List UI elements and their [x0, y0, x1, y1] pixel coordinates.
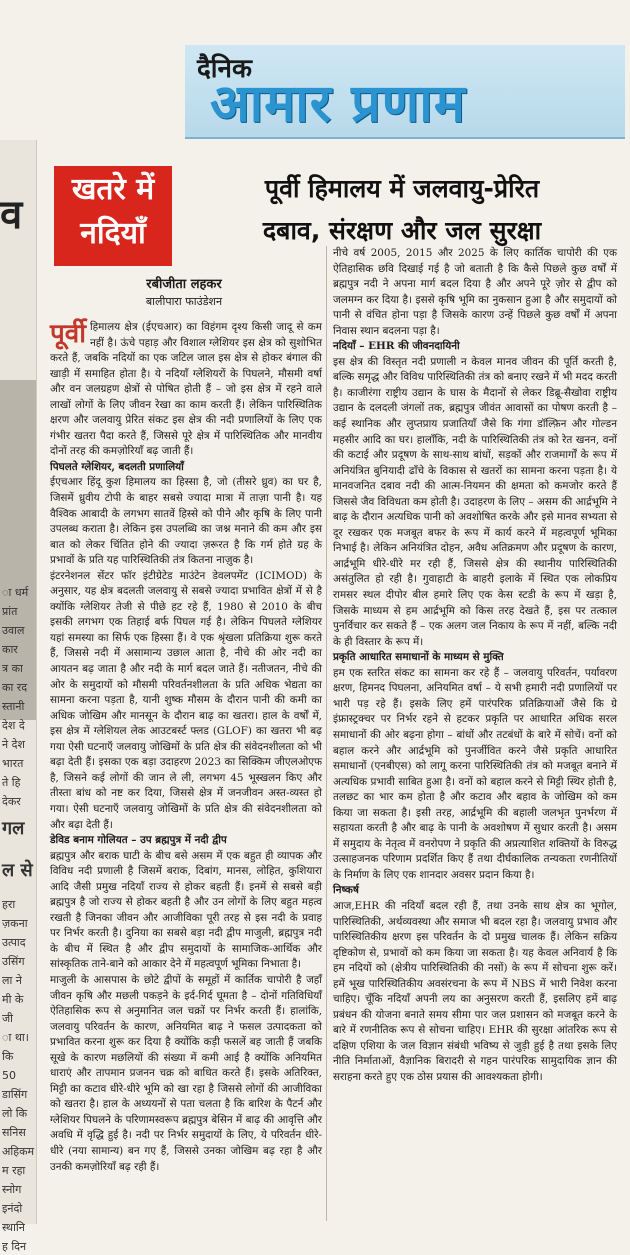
paragraph: नीचे वर्ष 2005, 2015 और 2025 के लिए कार्तिक चापोरी की एक ऐतिहासिक छवि दिखाई गई है जो बताती है कि कैसे पिछले कुछ वर्षों में ब्रह्मपुत्र नदी ने अपना मार्ग बदल दिया है और अपने पूरे ज़ोर से द्वीप को जलमग्न कर दिया है। इससे कृषि भूमि का नुकसान हुआ है और समुदायों को पानी से वंचित होना पड़ा है जिसके कारण उन्हें पिछले कुछ वर्षों में अपना निवास स्थान बदलना पड़ा है।: [333, 247, 617, 337]
strip-fragment: डासिंग: [2, 1088, 28, 1101]
masthead-title: आमार प्रणाम: [210, 74, 466, 134]
strip-fragment: कार: [2, 643, 18, 656]
strip-fragment: हरा: [2, 898, 16, 911]
article-column-1: [50, 320, 322, 1220]
strip-fragment: कि: [2, 1050, 14, 1063]
paragraph: आज,EHR की नदियाँ बदल रही हैं, तथा उनके साथ क्षेत्र का भूगोल, पारिस्थितिकी, अर्थव्यवस्था और समाज भी बदल रहा है। जलवायु प्रभाव और पारिस्थितिकीय क्षरण इस परिवर्तन के दो प्रमुख चालक हैं। लेकिन सक्रिय दृष्टिकोण से, प्रभावों को कम किया जा सकता है। यह केवल अनिवार्य है कि हम नदियों को (क्षेत्रीय पारिस्थितिकी की नसों) के रूप में सोचना शुरू करें। हमें भूख पारिस्थितिकीय अवसंरचना के रूप में NBS में भारी निवेश करना चाहिए। चूँकि नदियाँ अपनी लय का अनुसरण करती हैं, इसलिए हमें बाढ़ प्रबंधन की योजना बनाते समय सीमा पार जल प्रशासन को मजबूत करने के बारे में रणनीतिक रूप से सोचना चाहिए। EHR की सुरक्षा आंतरिक रूप से दक्षिण एशिया के जल विज्ञान संबंधी भविष्य से जुड़ी हुई है तथा इसके लिए नीति निर्माताओं, वैज्ञानिक बिरादरी से गहन पारंपरिक सामुदायिक ज्ञान की सराहना करते हुए एक ठोस प्रयास की आवश्यकता होगी।: [333, 899, 617, 1083]
article-headline: [192, 168, 612, 252]
intro-text: हिमालय क्षेत्र (ईएचआर) का विहंगम दृश्य किसी जादू से कम नहीं है। ऊंचे पहाड़ और विशाल ग्लेशियर इस क्षेत्र को सुशोभित करते हैं, जबकि नदियों का एक जटिल जाल इस क्षेत्र से होकर बंगाल की खाड़ी में समाहित होता है। ये नदियाँ ग्लेशियरों के पिघलने, मौसमी वर्षा और वन जलग्रहण क्षेत्रों से पोषित होती हैं – जो इस क्षेत्र में रहने वाले लाखों लोगों के लिए जीवन रेखा का काम करती हैं। लेकिन पारिस्थितिक क्षरण और जलवायु प्रेरित संकट इस क्षेत्र की नदी प्रणालियों के लिए एक गंभीर खतरा पैदा करते हैं, जिससे पूरे क्षेत्र में पारिस्थितिक और मानवीय दोनों तरह की कमज़ोरियाँ बढ़ जाती हैं।: [50, 321, 322, 458]
strip-fragment: गल: [2, 818, 25, 839]
strip-fragment: इनंदो: [2, 1202, 23, 1215]
subheading-david-goliath: डेविड बनाम गोलियत – उप ब्रह्मपुत्र में नदी द्वीप: [50, 834, 227, 847]
strip-fragment: ने देश: [2, 738, 25, 751]
section-label-line1: खतरे में: [71, 172, 155, 207]
strip-fragment: ह दिन: [2, 1240, 27, 1253]
masthead-small: दैनिक: [197, 54, 252, 84]
strip-fragment: उत्पाद: [2, 936, 26, 949]
column-divider: [326, 246, 327, 1221]
strip-fragment: ा धर्म: [2, 586, 29, 599]
section-label: [54, 166, 172, 266]
paragraph: माजुली के आसपास के छोटे द्वीपों के समूहों में कार्तिक चापोरी है जहाँ जीवन कृषि और मछली पकड़ने के इर्द-गिर्द घूमता है – दोनों गतिविधियाँ ऐतिहासिक रूप से अनुमानित जल चक्रों पर निर्भर करती हैं। हालांकि, जलवायु परिवर्तन के कारण, अनियमित बाढ़ ने फसल उत्पादकता को प्रभावित करना शुरू कर दिया है क्योंकि कड़ी फसलें बह जाती हैं जबकि सूखे के कारण मछलियों की संख्या में कमी आई है क्योंकि अनियमित धाराएं और तापमान प्रजनन चक्र को बाधित करते हैं। इसके अतिरिक्त, मिट्टी का कटाव धीरे-धीरे भूमि को खा रहा है जिससे लोगों की आजीविका को खतरा है। हाल के अध्ययनों से पता चलता है कि बारिश के पैटर्न और ग्लेशियर पिघलने के परिणामस्वरूप ब्रह्मपुत्र बेसिन में बाढ़ की आवृत्ति और अवधि में वृद्धि हुई है। नदी पर निर्भर समुदायों के लिए, ये परिवर्तन धीरे-धीरे (नया सामान्य) बन गए हैं, जिससे उनका जोखिम बढ़ रहा है और उनकी कमज़ोरियाँ बढ़ रही हैं।: [50, 973, 322, 1173]
strip-fragment: उसिंग: [2, 955, 25, 968]
strip-fragment: अहिकम: [2, 1145, 35, 1158]
strip-fragment: सनिस: [2, 1126, 26, 1139]
article-column-2: [333, 246, 617, 1221]
dropcap: पूर्वी: [50, 319, 86, 349]
strip-fragment: देकर: [2, 795, 21, 808]
paragraph: ब्रह्मपुत्र और बराक घाटी के बीच बसे असम में एक बहुत ही व्यापक और विविध नदी प्रणाली है जिसमें बराक, दिबांग, मानस, लोहित, कुशियारा आदि जैसी प्रमुख नदियाँ राज्य से होकर बहती हैं। इनमें से सबसे बड़ी ब्रह्मपुत्र है जो राज्य से होकर बहती है और उन लोगों के लिए बहुत महत्व रखती है जिनका जीवन और आजीविका पूरी तरह से इस नदी के प्रवाह पर निर्भर करती है। दुनिया का सबसे बड़ा नदी द्वीप माजुली, ब्रह्मपुत्र नदी के बीच में स्थित है और द्वीप समुदायों के सामाजिक-आर्थिक और सांस्कृतिक ताने-बाने को आकार देने में महत्वपूर्ण भूमिका निभाता है।: [50, 849, 322, 971]
strip-fragment: 50: [2, 1069, 16, 1082]
strip-fragment: ल से: [2, 860, 33, 881]
strip-fragment: देश दे: [2, 719, 25, 732]
subheading-glaciers: पिघलते ग्लेशियर, बदलती प्रणालियाँ: [50, 460, 184, 473]
paragraph: इस क्षेत्र की विस्तृत नदी प्रणाली न केवल मानव जीवन की पूर्ति करती है, बल्कि समृद्ध और विविध पारिस्थितिकी तंत्र को बनाए रखने में भी मदद करती है। काजीरंगा राष्ट्रीय उद्यान के घास के मैदानों से लेकर डिब्रू-सैखोवा राष्ट्रीय उद्यान के दलदली जंगलों तक, ब्रह्मपुत्र जीवंत आवासों का पोषण करती है – कई स्थानिक और लुप्तप्राय प्रजातियाँ जैसे कि गंगा डॉल्फ़िन और गोल्डन महसीर आदि का घर। हालाँकि, नदी के पारिस्थितिकी तंत्र को रेत खनन, वनों की कटाई और प्रदूषण के साथ-साथ बांधों, सड़कों और राजमार्गों के रूप में अनियंत्रित बुनियादी ढाँचे के विकास से खतरों का सामना करना पड़ता है। ये मानवजनित दबाव नदी की आत्म-नियमन की क्षमता को कमजोर करते हैं जिससे जैव विविधता कम होती है। उदाहरण के लिए – असम की आर्द्रभूमि ने बाढ़ के दौरान अत्यधिक पानी को अवशोषित करके और इसे मानव सभ्यता से दूर रखकर एक मजबूत बफर के रूप में कार्य करने में महत्वपूर्ण भूमिका निभाई है। लेकिन अनियंत्रित दोहन, अवैध अतिक्रमण और प्रदूषण के कारण, आर्द्रभूमि धीरे-धीरे मर रही हैं, जिससे क्षेत्र की स्थानीय पारिस्थितिकी असंतुलित हो रही है। गुवाहाटी के बाहरी इलाके में स्थित एक लोकप्रिय रामसर स्थल दीपोर बील हमारे लिए एक केस स्टडी के रूप में खड़ा है, जिसके माध्यम से हम आर्द्रभूमि को किस तरह देखते हैं, इस पर तत्काल पुनर्विचार कर सकते हैं – एक अलग जल निकाय के रूप में नहीं, बल्कि नदी के ही विस्तार के रूप में।: [333, 355, 617, 648]
byline: [48, 276, 320, 310]
strip-fragment: स्तानी: [2, 700, 25, 713]
strip-fragment: लो कि: [2, 1107, 28, 1120]
strip-fragment: स्थानि: [2, 1221, 25, 1234]
masthead: [185, 45, 625, 139]
strip-fragment: त्र का: [2, 662, 23, 675]
section-label-line2: नदियाँ: [80, 216, 146, 251]
strip-fragment: भारत: [2, 757, 24, 770]
strip-fragment: उवाल: [2, 624, 25, 637]
author-name: रबीजीता लहकर: [146, 277, 222, 292]
strip-fragment: ला ने: [2, 974, 22, 987]
strip-fragment: प्रांत: [2, 605, 18, 618]
paragraph: ईएचआर हिंदू कुश हिमालय का हिस्सा है, जो (तीसरे ध्रुव) का घर है, जिसमें ध्रुवीय टोपी के बाहर सबसे ज्यादा मात्रा में ताज़ा पानी है। यह वैश्विक आबादी के लगभग सातवें हिस्से को पीने और कृषि के लिए पानी उपलब्ध कराता है। लेकिन इस उपलब्धि का जश्न मनाने की कम और इस बात को लेकर चिंतित होने की ज्यादा ज़रूरत है कि गर्म होते ग्रह के प्रभावों के प्रति यह पारिस्थितिकी तंत्र कितना नाज़ुक है।: [50, 476, 322, 567]
strip-fragment: मी के: [2, 993, 24, 1006]
headline-line1: पूर्वी हिमालय में जलवायु-प्रेरित: [264, 174, 540, 203]
strip-fragment: ज़कना: [2, 917, 28, 930]
paragraph: हम एक स्तरित संकट का सामना कर रहे हैं – जलवायु परिवर्तन, पर्यावरण क्षरण, हिमनद पिघलना, अनियमित वर्षा – ये सभी हमारी नदी प्रणालियों पर भारी पड़ रहे हैं। इसके लिए हमें पारंपरिक प्रतिक्रियाओं जैसे कि ग्रे इंफ्रास्ट्रक्चर पर निर्भर रहने से हटकर प्रकृति पर आधारित अधिक सरल समाधानों की ओर बढ़ना होगा – बांधों और तटबंधों के बारे में सोचें। वनों को बहाल करने और आर्द्रभूमि को पुनर्जीवित करने जैसे प्रकृति आधारित समाधानों (एनबीएस) को लागू करना पारिस्थितिकी तंत्र को मजबूत बनाने में अत्यधिक प्रभावी साबित हुआ है। वनों को बहाल करने से मिट्टी स्थिर होती है, तलछट का भार कम होता है और कटाव और बहाव के जोखिम को कम किया जा सकता है। इसी तरह, आर्द्रभूमि की बहाली जलभृत पुनर्भरण में सहायता करती है और बाढ़ के पानी के अवशोषण में सुधार करती है। असम में समुदाय के नेतृत्व में वनरोपण ने प्रकृति की अप्रत्याशित शक्तियों के विरुद्ध उत्साहजनक परिणाम प्रदर्शित किए हैं तथा दीर्घकालिक तन्यकता रणनीतियों के निर्माण के लिए एक शानदार अवसर प्रदान किया है।: [333, 666, 617, 881]
paragraph: इंटरनेशनल सेंटर फॉर इंटीग्रेटेड माउंटेन डेवलपमेंट (ICIMOD) के अनुसार, यह क्षेत्र बदलती जलवायु से सबसे ज्यादा प्रभावित क्षेत्रों में से है क्योंकि ग्लेशियर तेजी से पीछे हट रहे हैं, 1980 से 2010 के बीच इसकी लगभग एक तिहाई बर्फ पिघल गई है। लेकिन पिघलते ग्लेशियर यहां समस्या का सिर्फ एक हिस्सा हैं। वे एक श्रृंखला प्रतिक्रिया शुरू करते हैं, जिससे नदी में असामान्य उछाल आता है, नीचे की ओर नदी का आयतन बढ़ जाता है और नदी के मार्ग बदल जाते हैं। नतीजतन, नीचे की ओर के समुदायों को मौसमी परिवर्तनशीलता के प्रति अधिक भेद्यता का सामना करना पड़ता है, यानी शुष्क मौसम के दौरान पानी की कमी का अधिक जोखिम और मानसून के दौरान बाढ़ का खतरा। हाल के वर्षों में, इस क्षेत्र में ग्लेशियल लेक आउटबर्स्ट फ्लड (GLOF) का खतरा भी बढ़ गया ऐसी घटनाएँ जलवायु जोखिमों के प्रति क्षेत्र की संवेदनशीलता को भी बढ़ा देती हैं। इसका एक बड़ा उदाहरण 2023 का सिक्किम जीएलओएफ है, जिसने कई लोगों की जान ले ली, लगभग 45 भूस्खलन किए और तीस्ता बांध को नष्ट कर दिया, जिससे क्षेत्र में जनजीवन अस्त-व्यस्त हो गया। ऐसी घटनाएँ जलवायु जोखिमों के प्रति क्षेत्र की संवेदनशीलता को और बढ़ा देती हैं।: [50, 569, 322, 831]
subheading-nature-based: प्रकृति आधारित समाधानों के माध्यम से मुक्ति: [333, 651, 504, 664]
strip-fragment: ते हि: [2, 776, 21, 789]
strip-fragment: जी: [2, 1012, 14, 1025]
strip-fragment: स्नोग: [2, 1183, 22, 1196]
subheading-conclusion: निष्कर्ष: [333, 884, 359, 897]
headline-line2: दबाव, संरक्षण और जल सुरक्षा: [262, 216, 542, 245]
strip-fragment: म रहा: [2, 1164, 26, 1177]
strip-fragment: ा था।: [2, 1031, 29, 1044]
strip-headline-fragment: व: [0, 192, 23, 238]
subheading-rivers-lifeline: नदियाँ – EHR की जीवनदायिनी: [333, 340, 460, 353]
strip-fragment: का रद: [2, 681, 28, 694]
intro-paragraph: [50, 320, 322, 460]
author-org: बालीपारा फाउंडेशन: [145, 295, 223, 308]
adjacent-page-strip: [0, 140, 37, 1253]
